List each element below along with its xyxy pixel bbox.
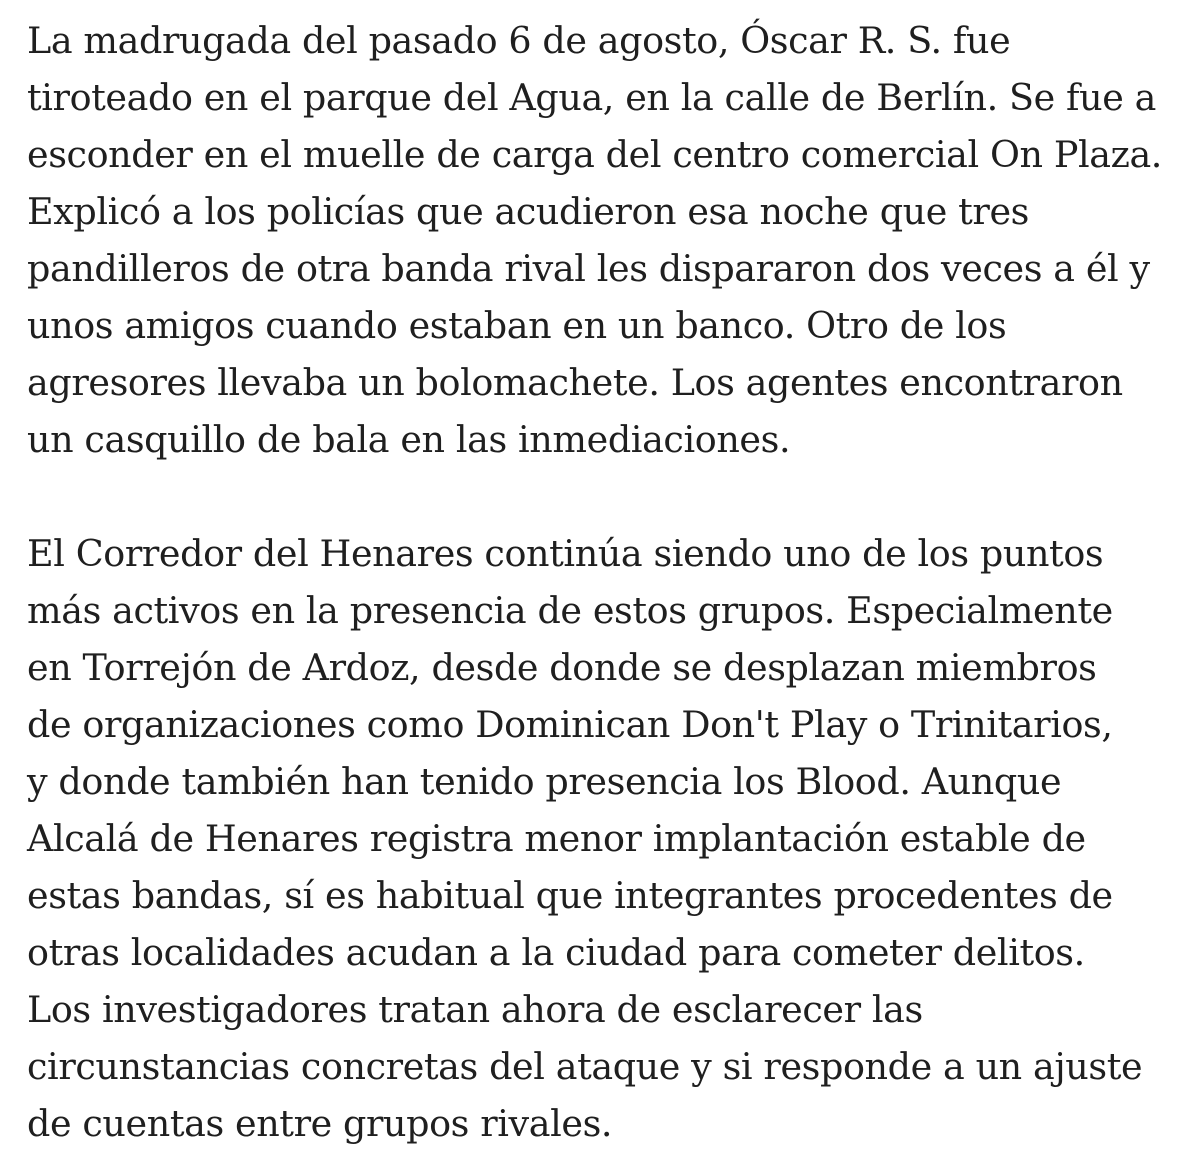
text-line: pandilleros de otra banda rival les dispararon dos veces a él y	[27, 247, 1150, 290]
text-line: y donde también han tenido presencia los Blood. Aunque	[27, 760, 1062, 803]
text-line: esconder en el muelle de carga del centro comercial On Plaza.	[27, 133, 1163, 176]
text-line: en Torrejón de Ardoz, desde donde se desplazan miembros	[27, 646, 1097, 689]
text-line: de cuentas entre grupos rivales.	[27, 1102, 613, 1145]
article-body	[27, 12, 1187, 1152]
text-line: Alcalá de Henares registra menor implantación estable de	[27, 817, 1086, 860]
text-line: La madrugada del pasado 6 de agosto, Óscar R. S. fue	[27, 19, 1011, 62]
text-line: estas bandas, sí es habitual que integrantes procedentes de	[27, 874, 1113, 917]
text-line: más activos en la presencia de estos grupos. Especialmente	[27, 589, 1113, 632]
text-line: Explicó a los policías que acudieron esa noche que tres	[27, 190, 1030, 233]
paragraph-2	[27, 525, 1187, 1152]
text-line: Los investigadores tratan ahora de esclarecer las	[27, 988, 923, 1031]
text-line: de organizaciones como Dominican Don't Play o Trinitarios,	[27, 703, 1113, 746]
text-line: tiroteado en el parque del Agua, en la calle de Berlín. Se fue a	[27, 76, 1156, 119]
text-line: agresores llevaba un bolomachete. Los agentes encontraron	[27, 361, 1123, 404]
paragraph-1	[27, 12, 1187, 468]
text-line: otras localidades acudan a la ciudad para cometer delitos.	[27, 931, 1085, 974]
text-line: El Corredor del Henares continúa siendo uno de los puntos	[27, 532, 1104, 575]
text-line: unos amigos cuando estaban en un banco. Otro de los	[27, 304, 1007, 347]
text-line: un casquillo de bala en las inmediaciones.	[27, 418, 791, 461]
text-line: circunstancias concretas del ataque y si responde a un ajuste	[27, 1045, 1143, 1088]
paragraph-spacer	[27, 468, 1187, 525]
